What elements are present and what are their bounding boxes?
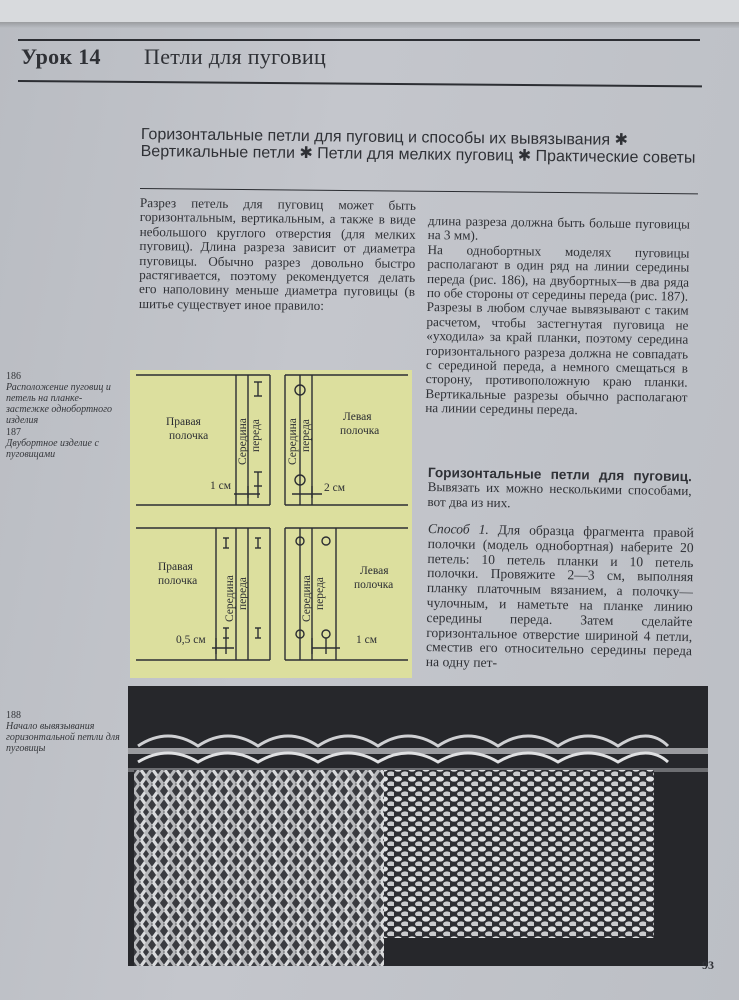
lesson-number: Урок 14 bbox=[21, 44, 101, 69]
caption-figure-188 bbox=[6, 710, 124, 754]
label-front-4: переда bbox=[314, 577, 326, 610]
fig186-caption: Расположение пуговиц и петель на планке-застежке однобортного изделия bbox=[6, 382, 113, 426]
lesson-subtitle: Горизонтальные петли для пуговиц и способы их вывязывания ✱ Вертикальные петли ✱ Петли для мелких пуговиц ✱ Практические советы bbox=[140, 126, 696, 167]
garter-area bbox=[384, 770, 654, 938]
section-heading: Горизонтальные петли для пуговиц. bbox=[427, 465, 692, 485]
left-front-b-line1: Левая bbox=[360, 565, 389, 577]
label-front-2: переда bbox=[300, 419, 312, 452]
label-center-front-4: Середина bbox=[301, 575, 313, 622]
right-front-line1: Правая bbox=[166, 416, 201, 428]
paragraph-cut-position: Разрезы в любом случае вывязывают с таким расчетом, чтобы застегнутая пуговица не «уходила» за край планки, поэтому середина горизонтального разреза должна не совпадать с серединой переда, а немного смещаться в сторону, противоположную краю планки. Вертикальные разрезы обычно располагают на линии середины переда. bbox=[425, 299, 689, 418]
right-front-b-line1: Правая bbox=[158, 561, 193, 573]
left-front-b-line2: полочка bbox=[354, 579, 394, 591]
label-center-front-1: Середина bbox=[237, 418, 249, 465]
paragraph-intro: Разрез петель для пуговиц может быть горизонтальным, вертикальным, а также в виде небольшого круглого отверстия (для мелких пуговиц). Длина разреза зависит от диаметра пуговицы. Обычно разрез довольно быстро растягивается, поэтому рекомендуется делать его наполовину меньше диаметра пуговицы (в шитье существует иное правило: bbox=[138, 195, 416, 313]
dim-1cm-bottom: 1 см bbox=[356, 634, 378, 646]
figure-button-placement bbox=[130, 370, 412, 678]
left-front-line1: Левая bbox=[343, 411, 372, 423]
figure-diagram bbox=[130, 370, 412, 678]
label-right-front-top bbox=[166, 416, 208, 442]
label-left-front-top bbox=[340, 411, 379, 437]
paragraph-cut-length: длина разреза должна быть больше пуговицы на 3 мм). bbox=[427, 213, 690, 244]
label-front-1: переда bbox=[250, 419, 262, 452]
section-horizontal-loops bbox=[427, 466, 692, 513]
label-center-front-3: Середина bbox=[224, 575, 236, 622]
text-column-left bbox=[139, 196, 416, 314]
right-front-line2: полочка bbox=[169, 430, 209, 442]
fig186-number: 186 bbox=[6, 371, 21, 382]
fig187-caption: Двубортное изделие с пуговицами bbox=[6, 438, 99, 460]
section-intro: Вывязать их можно несколькими способами, вот два из них. bbox=[427, 479, 692, 511]
knitting-illustration bbox=[128, 686, 708, 966]
text-column-right-top bbox=[425, 214, 690, 419]
label-left-front-bottom bbox=[354, 565, 393, 591]
lesson-title: Петли для пуговиц bbox=[144, 44, 327, 69]
paragraph-button-rows: На однобортных моделях пуговицы располагают в один ряд на линии середины переда (рис. 186), на двубортных—в два ряда по обе стороны от середины переда (рис. 187). bbox=[426, 241, 690, 304]
stockinette-area bbox=[134, 770, 384, 966]
dim-1cm-top: 1 см bbox=[210, 480, 232, 492]
method-one-text bbox=[426, 522, 694, 674]
fig188-caption: Начало вывязывания горизонтальной петли для пуговицы bbox=[6, 721, 120, 754]
method-label: Способ 1. bbox=[427, 521, 489, 537]
header-top-rule bbox=[18, 39, 700, 41]
photo-knitting-sample bbox=[128, 686, 708, 966]
label-right-front-bottom bbox=[158, 561, 197, 587]
caption-figures-186-187 bbox=[6, 371, 124, 460]
dim-05cm: 0,5 см bbox=[176, 634, 206, 646]
fig187-number: 187 bbox=[6, 427, 21, 438]
label-center-front-2: Середина bbox=[287, 418, 299, 465]
dim-2cm: 2 см bbox=[324, 482, 346, 494]
left-front-line2: полочка bbox=[340, 425, 380, 437]
page-shadow bbox=[0, 22, 739, 28]
label-front-3: переда bbox=[237, 577, 249, 610]
subtitle-rule bbox=[140, 188, 698, 194]
header-bottom-rule bbox=[18, 80, 702, 87]
method-body: Для образца фрагмента правой полочки (модель однобортная) наберите 20 петель: 10 петель планки и 10 петель полочки. Провяжите 2—3 см, выполняя планку платочным вязанием, а полочку—чулочным, и наметьте на планке линию середины переда. Затем сделайте горизонтальное отверстие шириной 4 петли, сместив его относительно середины переда на одну пет- bbox=[425, 522, 694, 671]
page-number: 93 bbox=[702, 958, 714, 972]
previous-page-edge bbox=[0, 0, 739, 22]
fig188-number: 188 bbox=[6, 710, 21, 721]
right-front-b-line2: полочка bbox=[158, 575, 198, 587]
